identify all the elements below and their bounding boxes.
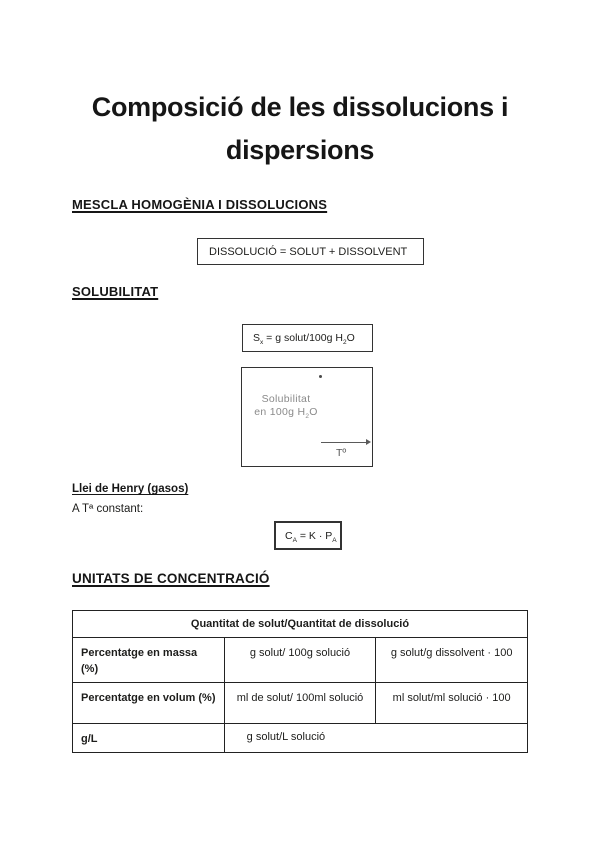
- concentration-units-table: [72, 610, 528, 753]
- formula-symbol: S: [253, 332, 261, 344]
- concentration-units-table-container: [72, 610, 528, 753]
- diagram-label-subscript: 2: [305, 412, 310, 420]
- heading-mescla-homogenia: MESCLA HOMOGÈNIA I DISSOLUCIONS: [72, 197, 328, 212]
- temperature-axis-line: [321, 442, 368, 443]
- formula-box-dissolucio: [197, 238, 424, 265]
- row-label-percentatge-volum: Percentatge en volum (%): [73, 683, 225, 724]
- formula-end: O: [346, 332, 355, 344]
- henry-intro-text: A Tª constant:: [72, 503, 144, 515]
- page-title-line-2: dispersions: [225, 135, 375, 165]
- solubility-formula: [253, 332, 355, 347]
- temperature-axis-arrowhead-icon: [366, 439, 371, 445]
- formula-dissolucio-text: DISSOLUCIÓ = SOLUT + DISSOLVENT: [209, 245, 408, 258]
- formula-subscript-2: A: [332, 536, 337, 544]
- cell-volum-formula: ml de solut/ 100ml solució: [224, 683, 376, 724]
- heading-solubilitat: SOLUBILITAT: [72, 284, 159, 299]
- formula-body: = K · P: [296, 529, 333, 542]
- page-title: [0, 86, 600, 172]
- henry-formula: [285, 530, 337, 542]
- table-row: [73, 724, 528, 753]
- row-label-g-per-l: g/L: [73, 724, 225, 753]
- cell-massa-alt-formula: g solut/g dissolvent · 100: [376, 638, 528, 683]
- page-title-line-1: Composició de les dissolucions i: [91, 92, 509, 122]
- diagram-label-end: O: [309, 405, 318, 418]
- diagram-label-line-1: Solubilitat: [261, 393, 311, 405]
- formula-subscript-2: 2: [342, 339, 347, 347]
- formula-box-solubilitat: [242, 324, 373, 352]
- cell-massa-formula: g solut/ 100g solució: [224, 638, 376, 683]
- heading-llei-de-henry: Llei de Henry (gasos): [72, 483, 189, 495]
- cell-volum-alt-formula: ml solut/ml solució · 100: [376, 683, 528, 724]
- diagram-y-axis-label: [246, 393, 326, 418]
- formula-subscript: x: [260, 339, 264, 347]
- temperature-axis-caption: Tº: [336, 447, 347, 459]
- heading-unitats-de-concentracio: UNITATS DE CONCENTRACIÓ: [72, 571, 270, 586]
- formula-symbol: C: [285, 529, 293, 542]
- diagram-point: [319, 375, 322, 378]
- formula-subscript: A: [292, 536, 297, 544]
- table-row: [73, 638, 528, 683]
- diagram-label-text: en 100g H: [254, 405, 306, 418]
- cell-g-per-l-formula: g solut/L solució: [224, 724, 527, 753]
- row-label-percentatge-massa: Percentatge en massa (%): [73, 638, 225, 683]
- diagram-label-line-2: [246, 406, 326, 419]
- table-header-cell: Quantitat de solut/Quantitat de dissolució: [73, 611, 528, 638]
- formula-body: = g solut/100g H: [263, 332, 343, 344]
- solubility-vs-temperature-diagram: [241, 367, 373, 467]
- table-row: [73, 683, 528, 724]
- table-header-row: [73, 611, 528, 638]
- formula-box-henry: [274, 521, 342, 550]
